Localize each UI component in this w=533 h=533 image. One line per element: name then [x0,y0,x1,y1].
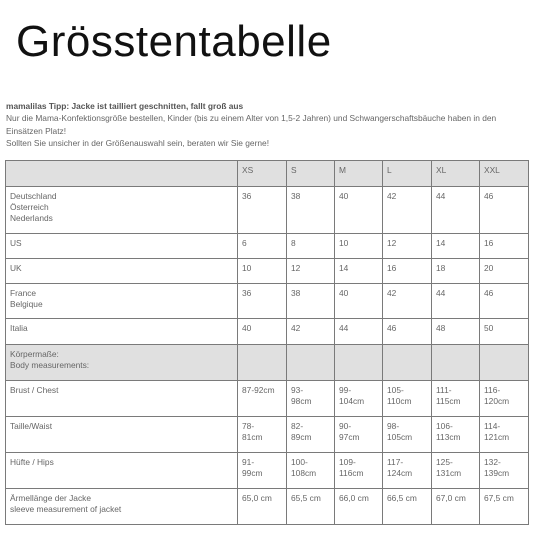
header-corner-cell [6,161,238,187]
table-header-row [6,161,529,187]
table-cell [238,345,287,381]
table-cell: 44 [432,187,480,234]
table-cell: 46 [480,284,529,319]
table-cell: 99- 104cm [335,381,383,417]
table-cell: 66,0 cm [335,489,383,525]
table-cell [480,345,529,381]
table-cell: 91- 99cm [238,453,287,489]
page-title: Grösstentabelle [16,17,332,66]
table-cell: 82- 89cm [287,417,335,453]
table-cell: 116- 120cm [480,381,529,417]
table-cell: 65,5 cm [287,489,335,525]
table-cell: 114- 121cm [480,417,529,453]
table-cell: 90- 97cm [335,417,383,453]
table-cell: 38 [287,284,335,319]
row-label: Brust / Chest [6,381,238,417]
table-row [6,453,529,489]
header-size-xxl: XXL [480,161,529,187]
intro-line-1: Nur die Mama-Konfektionsgröße bestellen, Kinder (bis zu einem Alter von 1,5-2 Jahren) und Schwangerschaftsbäuche haben in den Einsätzen Platz! [6,113,497,136]
header-size-l: L [383,161,432,187]
table-row [6,187,529,234]
table-cell: 44 [432,284,480,319]
table-cell: 14 [335,259,383,284]
row-label: Hüfte / Hips [6,453,238,489]
table-cell: 117- 124cm [383,453,432,489]
table-cell: 16 [480,234,529,259]
table-cell: 12 [287,259,335,284]
table-cell: 8 [287,234,335,259]
header-size-s: S [287,161,335,187]
tip-heading: mamalilas Tipp: Jacke ist tailliert geschnitten, fallt groß aus [6,101,244,111]
table-cell: 20 [480,259,529,284]
table-cell: 78- 81cm [238,417,287,453]
table-cell: 125- 131cm [432,453,480,489]
table-cell: 93- 98cm [287,381,335,417]
size-table [5,160,529,525]
table-cell: 6 [238,234,287,259]
table-cell: 111- 115cm [432,381,480,417]
intro-line-2: Sollten Sie unsicher in der Größenauswahl sein, beraten wir Sie gerne! [6,138,270,149]
table-cell: 18 [432,259,480,284]
table-cell: 36 [238,187,287,234]
table-cell: 46 [480,187,529,234]
table-row [6,417,529,453]
table-cell: 50 [480,319,529,345]
section-label: Körpermaße: Body measurements: [6,345,238,381]
table-cell: 38 [287,187,335,234]
table-cell: 36 [238,284,287,319]
section-row-body-measurements [6,345,529,381]
table-cell: 98- 105cm [383,417,432,453]
row-label: Deutschland Österreich Nederlands [6,187,238,234]
table-cell [287,345,335,381]
table-cell: 14 [432,234,480,259]
table-cell: 42 [287,319,335,345]
table-cell: 40 [335,284,383,319]
intro-text [6,100,528,150]
row-label: US [6,234,238,259]
table-cell: 44 [335,319,383,345]
table-cell [383,345,432,381]
table-cell: 87-92cm [238,381,287,417]
table-cell: 132- 139cm [480,453,529,489]
table-cell: 46 [383,319,432,345]
header-size-xs: XS [238,161,287,187]
header-size-xl: XL [432,161,480,187]
table-row [6,319,529,345]
table-cell: 105- 110cm [383,381,432,417]
row-label: Italia [6,319,238,345]
table-cell: 42 [383,187,432,234]
table-row [6,234,529,259]
row-label: Ärmellänge der Jacke sleeve measurement of jacket [6,489,238,525]
row-label: UK [6,259,238,284]
table-cell: 67,5 cm [480,489,529,525]
row-label: France Belgique [6,284,238,319]
table-row [6,259,529,284]
table-cell: 42 [383,284,432,319]
table-cell: 106- 113cm [432,417,480,453]
table-cell: 40 [335,187,383,234]
table-cell [432,345,480,381]
table-cell: 12 [383,234,432,259]
table-cell: 40 [238,319,287,345]
table-cell: 67,0 cm [432,489,480,525]
header-size-m: M [335,161,383,187]
table-row [6,489,529,525]
table-cell: 65,0 cm [238,489,287,525]
table-cell [335,345,383,381]
table-cell: 66,5 cm [383,489,432,525]
table-cell: 16 [383,259,432,284]
table-row [6,381,529,417]
table-cell: 10 [335,234,383,259]
row-label: Taille/Waist [6,417,238,453]
table-row [6,284,529,319]
table-cell: 100- 108cm [287,453,335,489]
table-cell: 10 [238,259,287,284]
table-cell: 109- 116cm [335,453,383,489]
table-cell: 48 [432,319,480,345]
